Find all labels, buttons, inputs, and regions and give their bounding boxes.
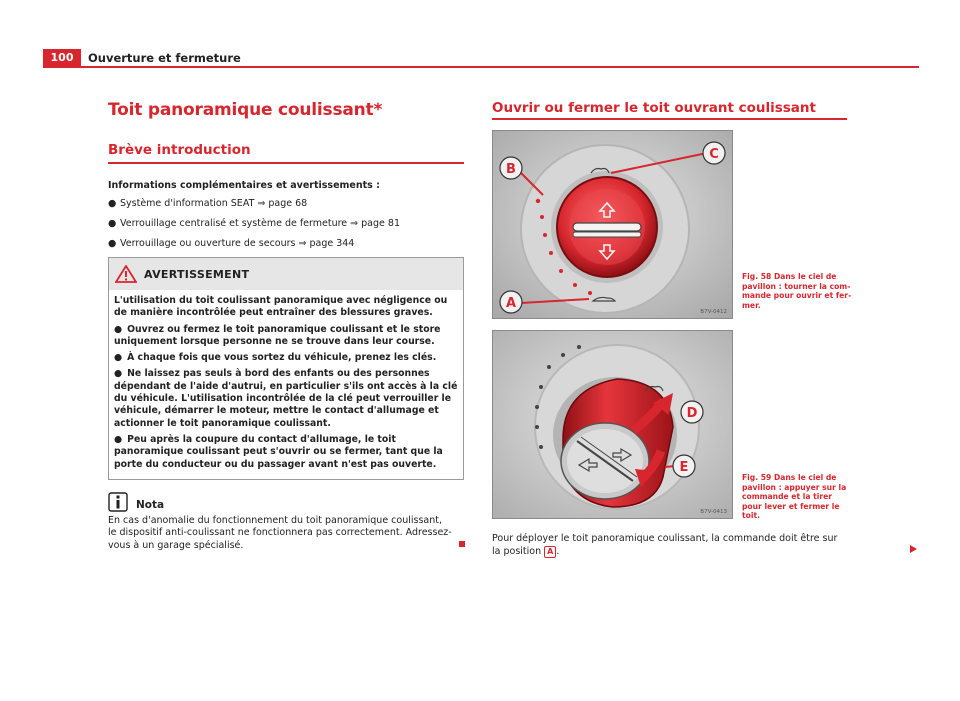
- warning-header: [109, 258, 463, 290]
- list-item[interactable]: ● Système d'information SEAT ⇒ page 68: [108, 198, 308, 209]
- right-section-title: Ouvrir ou fermer le toit ouvrant coulissant: [492, 100, 816, 116]
- nota-header: [108, 492, 464, 512]
- figure-59-caption: Fig. 59 Dans le ciel de pavillon : appuyer sur la commande et la tirer pour lever et fermer le toit.: [742, 473, 847, 520]
- figure-label-e: E: [679, 460, 689, 475]
- nota-text: En cas d'anomalie du fonctionnement du toit panoramique coulissant, le dispositif anti-coulissant ne fonctionnera pas correctement. Adressez-vous à un garage spécialisé.: [108, 514, 452, 551]
- left-column: [108, 100, 464, 552]
- warning-item: ● Ouvrez ou fermez le toit panoramique coulissant et le store uniquement lorsque personne ne se trouve dans leur course.: [114, 323, 441, 347]
- figure-label-d: D: [686, 406, 698, 421]
- warning-triangle-icon: [115, 265, 137, 283]
- warning-item: ● À chaque fois que vous sortez du véhicule, prenez les clés.: [114, 352, 437, 364]
- info-title: Informations complémentaires et avertissements :: [108, 180, 380, 191]
- continue-arrow-icon: [910, 545, 917, 553]
- warning-intro: L'utilisation du toit coulissant panoramique avec négligence ou de manière incontrôlée peut entraîner des blessures graves.: [114, 295, 448, 319]
- nota-title: Nota: [136, 498, 165, 511]
- figure-label-b: B: [506, 162, 516, 177]
- warning-body: [109, 290, 463, 479]
- section-end-marker: [459, 541, 465, 547]
- figure-58: [492, 130, 733, 319]
- list-item[interactable]: ● Verrouillage ou ouverture de secours ⇒ page 344: [108, 238, 355, 249]
- right-section-rule: [492, 118, 847, 120]
- header-rule: [43, 66, 919, 68]
- chapter-title: Ouverture et fermeture: [88, 51, 241, 65]
- roof-control-push-pull-illustration: [493, 331, 733, 519]
- figure-code: B7V-0412: [700, 309, 727, 315]
- subsection-title: Brève introduction: [108, 142, 251, 158]
- warning-item: ● Peu après la coupure du contact d'allumage, le toit panoramique coulissant peut s'ouvrir ou se fermer, tant que la porte du conducteur ou du passager avant n'est pas ouverte.: [114, 433, 443, 470]
- section-title: Toit panoramique coulissant*: [108, 100, 383, 120]
- warning-box: [108, 257, 464, 480]
- figure-58-caption: Fig. 58 Dans le ciel de pavillon : tourner la commande pour ouvrir et fermer.: [742, 272, 852, 310]
- figure-code: B7V-0413: [700, 509, 727, 515]
- position-badge: A: [544, 546, 556, 558]
- roof-control-rotary-illustration: [493, 131, 733, 319]
- warning-item: ● Ne laissez pas seuls à bord des enfants ou des personnes dépendant de l'aide d'autrui, en particulier s'ils ont accès à la clé du véhicule. L'utilisation incontrôlée de la clé peut verrouiller le véhicule, démarrer le moteur, mettre le contact d'allumage et actionner le toit panoramique coulissant.: [114, 368, 458, 429]
- nota-block: [108, 492, 464, 553]
- warning-title: AVERTISSEMENT: [144, 267, 250, 281]
- instruction-paragraph: Pour déployer le toit panoramique coulissant, la commande doit être sur la position A .: [492, 533, 838, 557]
- list-item[interactable]: ● Verrouillage centralisé et système de fermeture ⇒ page 81: [108, 218, 400, 229]
- figure-59: [492, 330, 733, 519]
- subsection-rule: [108, 162, 464, 164]
- info-note-icon: [108, 492, 128, 512]
- info-list: [108, 197, 464, 250]
- figure-label-c: C: [709, 147, 719, 162]
- page-number: 100: [43, 49, 81, 66]
- figure-label-a: A: [505, 296, 517, 311]
